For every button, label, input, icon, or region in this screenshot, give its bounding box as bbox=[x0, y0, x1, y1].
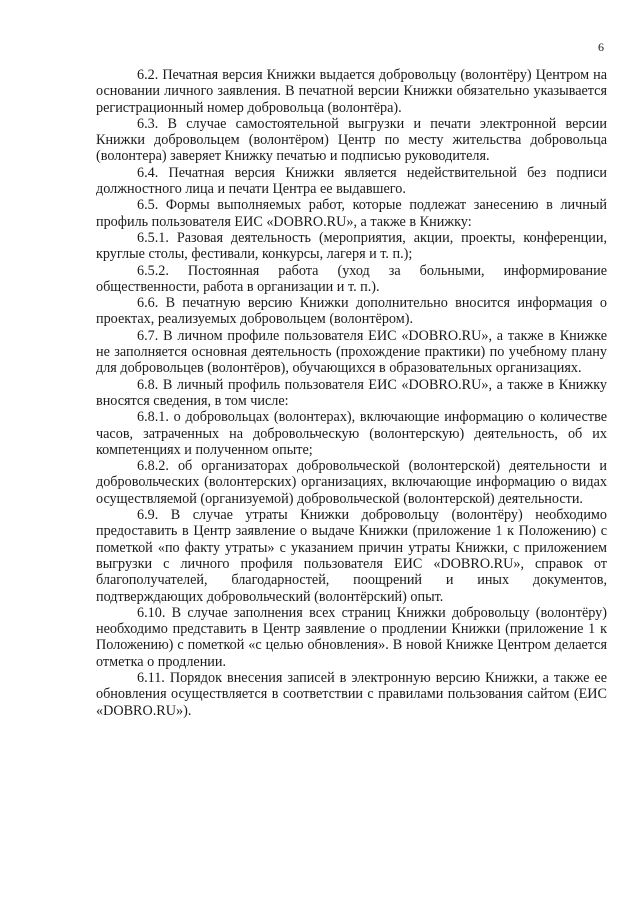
paragraph-6-5-2: 6.5.2. Постоянная работа (уход за больными, информирование общественности, работа в организации и т. п.). bbox=[96, 262, 607, 295]
paragraph-6-7: 6.7. В личном профиле пользователя ЕИС «DOBRO.RU», а также в Книжке не заполняется основная деятельность (прохождение практики) по учебному плану для добровольцев (волонтёров), обучающихся в образовательных организациях. bbox=[96, 327, 607, 377]
paragraph-6-2: 6.2. Печатная версия Книжки выдается добровольцу (волонтёру) Центром на основании личного заявления. В печатной версии Книжки обязательно указывается регистрационный номер добровольца (волонтёра). bbox=[96, 67, 607, 116]
paragraph-6-11: 6.11. Порядок внесения записей в электронную версию Книжки, а также ее обновления осуществляется в соответствии с правилами пользования сайтом (ЕИС «DOBRO.RU»). bbox=[96, 669, 607, 719]
paragraph-6-3: 6.3. В случае самостоятельной выгрузки и печати электронной версии Книжки добровольцем (волонтёром) Центр по месту жительства добровольца (волонтера) заверяет Книжку печатью и подписью руководителя. bbox=[96, 115, 607, 165]
paragraph-6-6: 6.6. В печатную версию Книжки дополнительно вносится информация о проектах, реализуемых добровольцем (волонтёром). bbox=[96, 295, 607, 328]
paragraph-6-5: 6.5. Формы выполняемых работ, которые подлежат занесению в личный профиль пользователя ЕИС «DOBRO.RU», а также в Книжку: bbox=[96, 197, 607, 230]
document-body bbox=[96, 67, 607, 719]
page-number: 6 bbox=[598, 40, 604, 54]
paragraph-6-8-2: 6.8.2. об организаторах добровольческой (волонтерской) деятельности и добровольческих (волонтерских) организациях, включающие информацию о видах осуществляемой (организуемой) добровольческой (волонтерской) деятельности. bbox=[96, 458, 607, 507]
paragraph-6-8-1: 6.8.1. о добровольцах (волонтерах), включающие информацию о количестве часов, затраченных на добровольческую (волонтерскую) деятельность, об их компетенциях и полученном опыте; bbox=[96, 409, 607, 458]
paragraph-6-10: 6.10. В случае заполнения всех страниц Книжки добровольцу (волонтёру) необходимо представить в Центр заявление о продлении Книжки (приложение 1 к Положению) с пометкой «с целью обновления». В новой Книжке Центром делается отметка о продлении. bbox=[96, 604, 607, 670]
paragraph-6-9: 6.9. В случае утраты Книжки добровольцу (волонтёру) необходимо предоставить в Центр заявление о выдаче Книжки (приложение 1 к Положению) с пометкой «по факту утраты» с указанием причин утраты Книжки, с приложением выгрузки с личного профиля пользователя ЕИС «DOBRO.RU», справок от благополучателей, благодарностей, поощрений и иных документов, подтверждающих добровольческий (волонтёрский) опыт. bbox=[96, 507, 607, 605]
paragraph-6-4: 6.4. Печатная версия Книжки является недействительной без подписи должностного лица и печати Центра ее выдавшего. bbox=[96, 164, 607, 198]
paragraph-6-5-1: 6.5.1. Разовая деятельность (мероприятия, акции, проекты, конференции, круглые столы, фестивали, конкурсы, лагеря и т. п.); bbox=[96, 229, 607, 263]
paragraph-6-8: 6.8. В личный профиль пользователя ЕИС «DOBRO.RU», а также в Книжку вносятся сведения, в том числе: bbox=[96, 376, 607, 409]
